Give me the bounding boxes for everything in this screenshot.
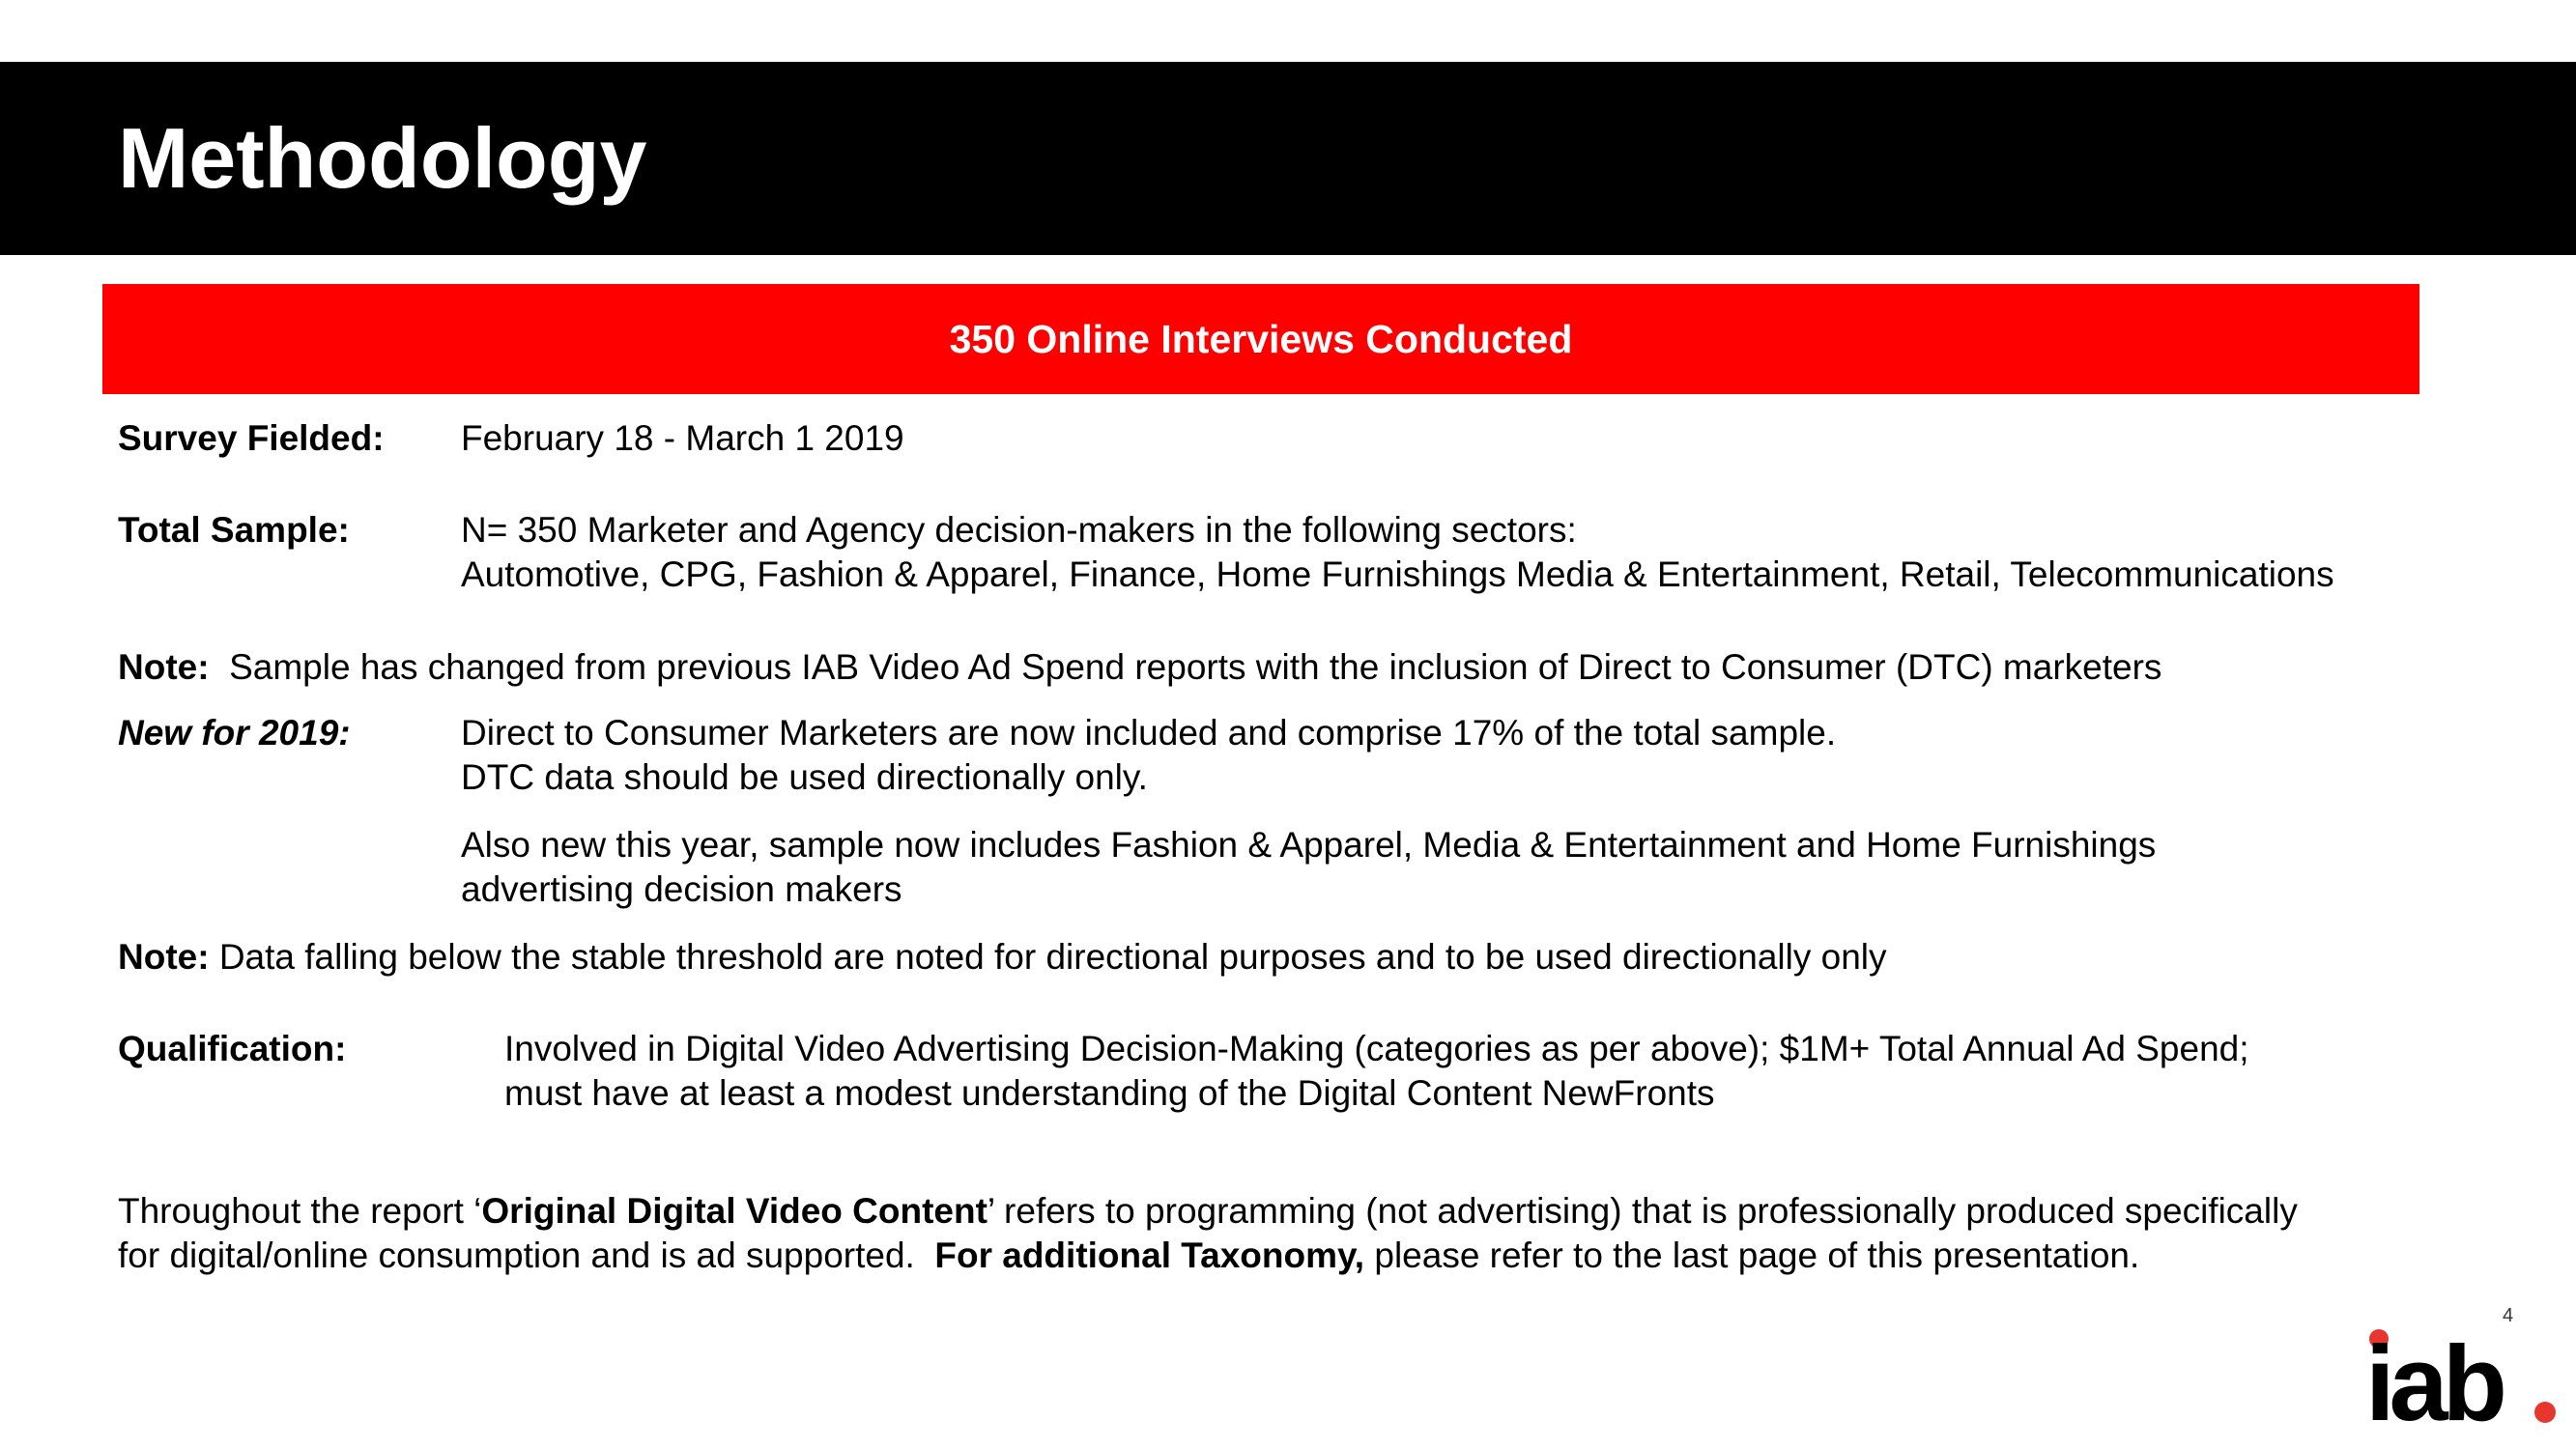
footer-note-line2 [118,1233,2139,1278]
title-bar [0,62,2576,255]
footer-note-text: ’ refers to programming (not advertising) that is professionally produced specifically [987,1191,2298,1231]
total-sample-line2: Automotive, CPG, Fashion & Apparel, Finance, Home Furnishings Media & Entertainment, Retail, Telecommunications [461,554,2334,594]
logo-text: iab [2365,1324,2502,1432]
new-for-2019-line1: Direct to Consumer Marketers are now included and comprise 17% of the total sample. [461,713,1837,753]
iab-logo [2365,1323,2559,1432]
total-sample-label: Total Sample: [118,510,350,550]
note-threshold [118,934,1887,980]
qualification-label: Qualification: [118,1029,347,1068]
new-for-2019-line4: advertising decision makers [461,869,902,909]
footer-note-line1 [118,1188,2298,1234]
total-sample-line1: N= 350 Marketer and Agency decision-makers in the following sectors: [461,510,1577,550]
footer-note-taxonomy: For additional Taxonomy, [934,1236,1365,1275]
logo-dot-bottom [2534,1402,2556,1423]
qualification-line2: must have at least a modest understanding of the Digital Content NewFronts [504,1073,1715,1113]
survey-fielded-label: Survey Fielded: [118,418,385,458]
footer-note-text: please refer to the last page of this presentation. [1364,1236,2140,1275]
footer-note-term: Original Digital Video Content [481,1191,987,1231]
footer-note-text: for digital/online consumption and is ad supported. [118,1236,935,1275]
qualification-line1: Involved in Digital Video Advertising Decision-Making (categories as per above); $1M+ Total Annual Ad Spend; [504,1029,2249,1068]
note-text: Data falling below the stable threshold are noted for directional purposes and to be used directionally only [218,937,1887,977]
new-for-2019-label: New for 2019: [118,713,351,753]
note-label: Note: [118,647,210,687]
note-text: Sample has changed from previous IAB Video Ad Spend reports with the inclusion of Direct to Consumer (DTC) marketers [229,647,2162,687]
footer-note-text: Throughout the report ‘ [118,1191,482,1231]
new-for-2019-line2: DTC data should be used directionally only. [461,757,1148,797]
interviews-banner [102,284,2419,394]
note-sample-change [118,644,2161,690]
banner-text: 350 Online Interviews Conducted [949,316,1573,361]
note-label: Note: [118,937,210,977]
page-number: 4 [2503,1305,2514,1326]
survey-fielded-value: February 18 - March 1 2019 [461,418,904,458]
new-for-2019-line3: Also new this year, sample now includes Fashion & Apparel, Media & Entertainment and Home Furnishings [461,825,2157,865]
page-title: Methodology [118,110,647,206]
